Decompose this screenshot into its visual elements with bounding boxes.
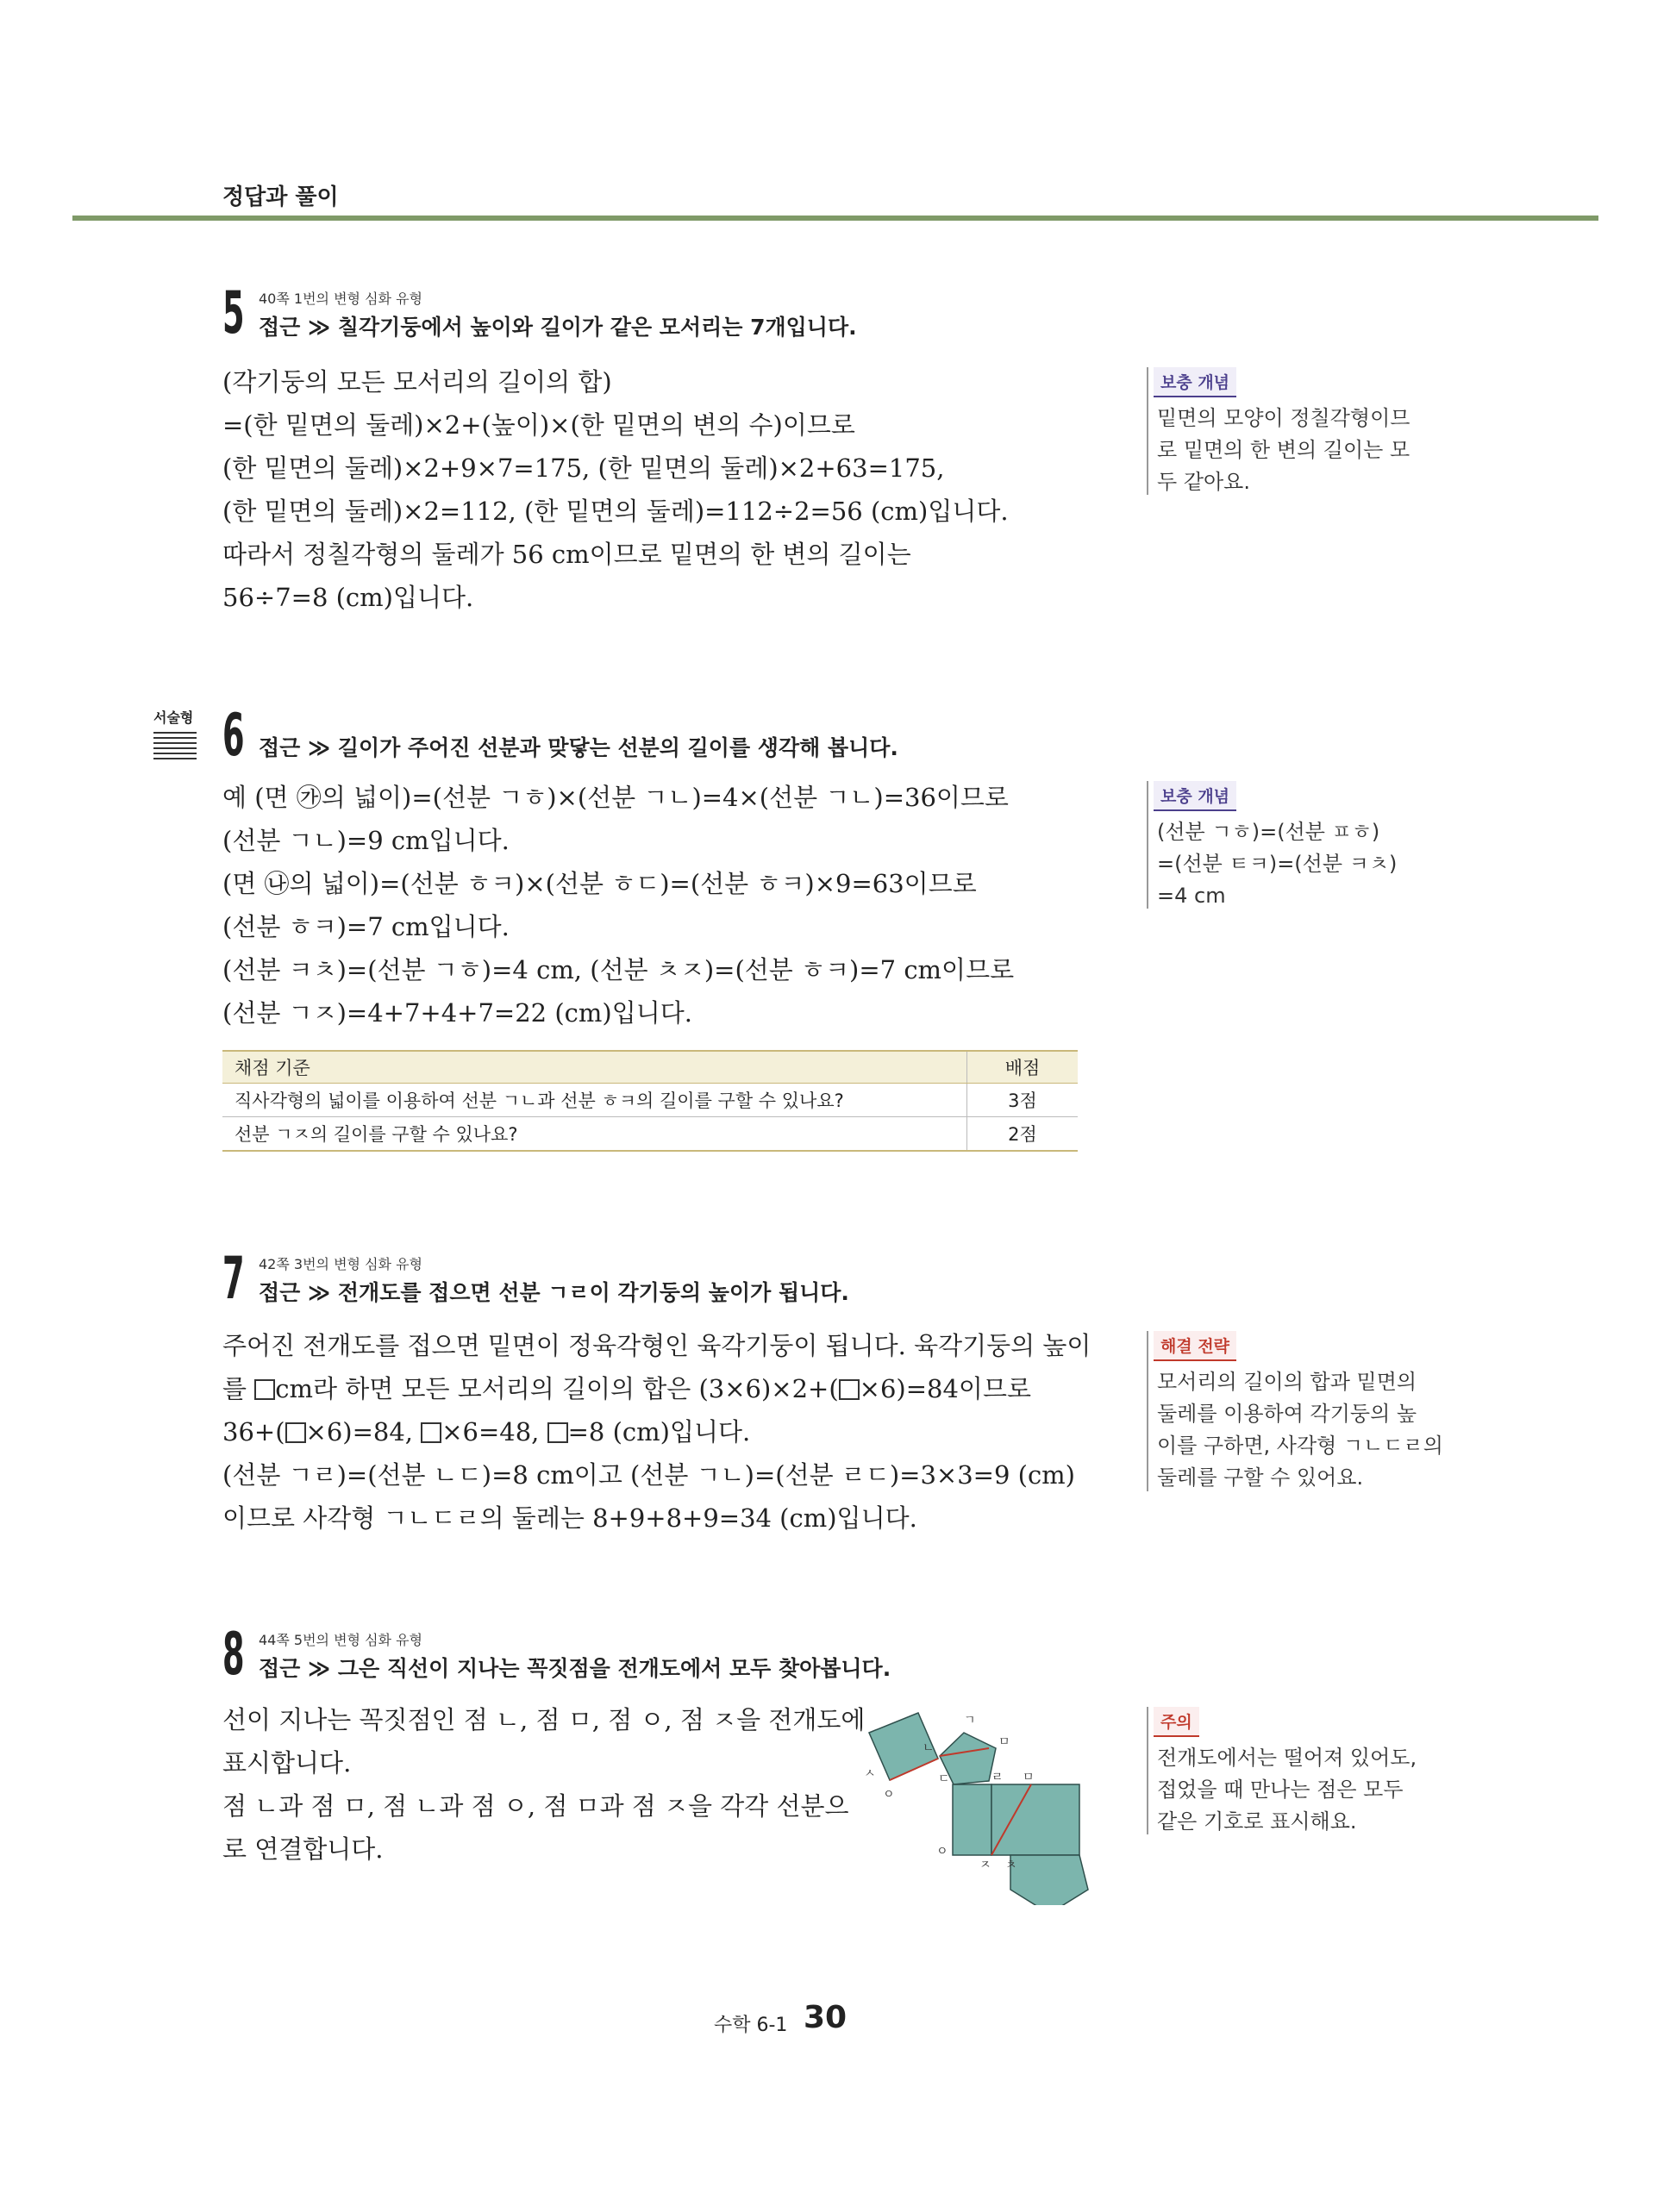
problem-8-approach: 접근 ≫ 그은 직선이 지나는 꼭짓점을 전개도에서 모두 찾아봅니다. [259, 1656, 891, 1681]
solution-line: (선분 ㄱㄴ)=9 cm입니다. [222, 826, 510, 855]
unknown-box-icon [839, 1379, 860, 1400]
side-note-text: 모서리의 길이의 합과 밑면의 둘레를 이용하여 각기둥의 높 이를 구하면, 사각형 ㄱㄴㄷㄹ의 둘레를 구할 수 있어요. [1157, 1370, 1443, 1490]
essay-badge-label: 서술형 [153, 709, 194, 726]
problem-7-side-note [1147, 1331, 1443, 1491]
unknown-box-icon [421, 1422, 441, 1443]
rubric-header-points: 배점 [967, 1051, 1079, 1084]
problem-7-number: 7 [222, 1245, 245, 1313]
net-label: ㄹ [991, 1771, 1004, 1784]
net-label: ㅈ [979, 1859, 991, 1872]
solution-line: (선분 ㄱㅈ)=4+7+4+7=22 (cm)입니다. [222, 998, 692, 1028]
solution-line: (선분 ㅋㅊ)=(선분 ㄱㅎ)=4 cm, (선분 ㅊㅈ)=(선분 ㅎㅋ)=7 cm이므로 [222, 955, 1015, 984]
problem-8-number: 8 [222, 1621, 245, 1689]
net-label: ㅇ [883, 1788, 895, 1802]
table-row [222, 1117, 1078, 1152]
net-face-middle-left [953, 1784, 991, 1855]
problem-6-solution [222, 776, 1014, 1034]
solution-line: (선분 ㅎㅋ)=7 cm입니다. [222, 912, 510, 941]
solution-line: (선분 ㄱㄹ)=(선분 ㄴㄷ)=8 cm이고 (선분 ㄱㄴ)=(선분 ㄹㄷ)=3×3=9 (cm) [222, 1460, 1075, 1490]
table-row [222, 1084, 1078, 1117]
rubric-header-row [222, 1051, 1078, 1084]
solution-line: 주어진 전개도를 접으면 밑면이 정육각형인 육각기둥이 됩니다. 육각기둥의 높이 [222, 1331, 1091, 1360]
page-number: 30 [804, 2000, 848, 2035]
solution-line: (면 ㉯의 넓이)=(선분 ㅎㅋ)×(선분 ㅎㄷ)=(선분 ㅎㅋ)×9=63이므로 [222, 869, 977, 898]
header-divider [72, 216, 1598, 221]
net-face-bottom-pentagon [1010, 1855, 1088, 1905]
pencil-lines-icon [153, 732, 197, 759]
unknown-box-icon [547, 1422, 568, 1443]
side-note-tag: 해결 전략 [1154, 1331, 1236, 1361]
net-label: ㄷ [938, 1772, 950, 1786]
solution-line: (각기둥의 모든 모서리의 길이의 합) [222, 367, 612, 397]
problem-5-solution [222, 360, 1009, 619]
net-label: ㅁ [998, 1735, 1010, 1749]
problem-8-side-note [1147, 1707, 1417, 1834]
problem-5-reference: 40쪽 1번의 변형 심화 유형 [259, 291, 422, 307]
net-face-middle-right [991, 1784, 1079, 1855]
net-label: ㄱ [964, 1714, 976, 1728]
page-header-title: 정답과 풀이 [222, 184, 339, 210]
problem-7-approach: 접근 ≫ 전개도를 접으면 선분 ㄱㄹ이 각기둥의 높이가 됩니다. [259, 1280, 849, 1305]
essay-type-badge [153, 707, 207, 759]
problem-8-solution [222, 1698, 865, 1871]
net-label: ㄴ [923, 1741, 935, 1755]
problem-6-side-note [1147, 781, 1414, 909]
scoring-rubric-table [222, 1050, 1078, 1152]
side-note-text: 밑면의 모양이 정칠각형이므 로 밑면의 한 변의 길이는 모 두 같아요. [1157, 406, 1410, 494]
solution-line: 로 연결합니다. [222, 1834, 384, 1864]
net-label: ㅇ [936, 1845, 948, 1859]
solution-line: 선이 지나는 꼭짓점인 점 ㄴ, 점 ㅁ, 점 ㅇ, 점 ㅈ을 전개도에 [222, 1705, 866, 1734]
solution-line: 따라서 정칠각형의 둘레가 56 cm이므로 밑면의 한 변의 길이는 [222, 540, 911, 569]
problem-6-approach: 접근 ≫ 길이가 주어진 선분과 맞닿는 선분의 길이를 생각해 봅니다. [259, 735, 898, 760]
rubric-criterion: 선분 ㄱㅈ의 길이를 구할 수 있나요? [222, 1117, 967, 1152]
side-note-text: 전개도에서는 떨어져 있어도, 접었을 때 만나는 점은 모두 같은 기호로 표시해요. [1157, 1746, 1417, 1834]
solution-line: 표시합니다. [222, 1748, 352, 1778]
problem-5-number: 5 [222, 279, 245, 347]
solution-line: (한 밑면의 둘레)×2=112, (한 밑면의 둘레)=112÷2=56 (cm)입니다. [222, 497, 1009, 526]
side-note-tag: 보충 개념 [1154, 781, 1236, 811]
solution-line: 예 (면 ㉮의 넓이)=(선분 ㄱㅎ)×(선분 ㄱㄴ)=4×(선분 ㄱㄴ)=36이므로 [222, 783, 1009, 812]
solution-line: 를 cm라 하면 모든 모서리의 길이의 합은 (3×6)×2+( ×6)=84이므로 [222, 1374, 1031, 1403]
solution-line: 36+( ×6)=84, ×6=48, =8 (cm)입니다. [222, 1417, 751, 1447]
footer-book-label: 수학 6-1 [714, 2015, 788, 2036]
unknown-box-icon [285, 1422, 306, 1443]
net-label: ㅅ [864, 1767, 876, 1781]
problem-6-number: 6 [222, 702, 245, 770]
problem-5-side-note [1147, 367, 1414, 495]
problem-7-solution [222, 1324, 1091, 1540]
problem-5-approach: 접근 ≫ 칠각기둥에서 높이와 길이가 같은 모서리는 7개입니다. [259, 315, 857, 340]
side-note-text: (선분 ㄱㅎ)=(선분 ㅍㅎ) =(선분 ㅌㅋ)=(선분 ㅋㅊ) =4 cm [1157, 820, 1398, 908]
solution-line: 점 ㄴ과 점 ㅁ, 점 ㄴ과 점 ㅇ, 점 ㅁ과 점 ㅈ을 각각 선분으 [222, 1791, 849, 1821]
prism-net-figure [862, 1698, 1112, 1905]
unknown-box-icon [254, 1379, 275, 1400]
problem-7-reference: 42쪽 3번의 변형 심화 유형 [259, 1256, 422, 1272]
rubric-points: 3점 [967, 1084, 1079, 1117]
side-note-tag: 주의 [1154, 1707, 1199, 1737]
net-label: ㅁ [1023, 1771, 1035, 1784]
solution-line: (한 밑면의 둘레)×2+9×7=175, (한 밑면의 둘레)×2+63=175, [222, 453, 945, 483]
net-label: ㅊ [1005, 1859, 1017, 1872]
rubric-points: 2점 [967, 1117, 1079, 1152]
side-note-tag: 보충 개념 [1154, 367, 1236, 397]
rubric-header-criteria: 채점 기준 [222, 1051, 967, 1084]
rubric-criterion: 직사각형의 넓이를 이용하여 선분 ㄱㄴ과 선분 ㅎㅋ의 길이를 구할 수 있나요? [222, 1084, 967, 1117]
solution-line: 56÷7=8 (cm)입니다. [222, 583, 474, 612]
problem-8-reference: 44쪽 5번의 변형 심화 유형 [259, 1632, 422, 1648]
solution-line: 이므로 사각형 ㄱㄴㄷㄹ의 둘레는 8+9+8+9=34 (cm)입니다. [222, 1503, 917, 1533]
solution-line: =(한 밑면의 둘레)×2+(높이)×(한 밑면의 변의 수)이므로 [222, 410, 855, 440]
